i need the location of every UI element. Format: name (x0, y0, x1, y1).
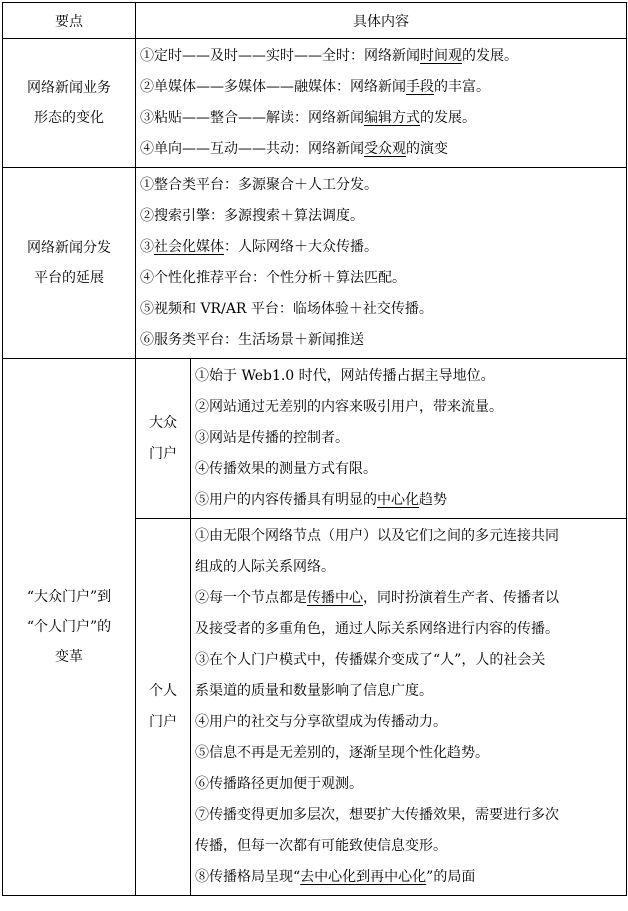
label-line: 变革 (55, 649, 83, 665)
line-text: ”的局面 (426, 869, 476, 885)
content-line (195, 454, 622, 485)
content-line (195, 485, 622, 516)
line-text: 及接受者的多重角色，通过人际关系网络进行内容的传播。 (195, 621, 559, 637)
label-line: “大众门户”到 (26, 589, 112, 605)
label-personal-portal (136, 519, 191, 896)
content-line (195, 423, 622, 454)
content-line (140, 134, 622, 165)
content-line (195, 831, 622, 862)
line-text: ，同时扮演着生产者、传播者以 (363, 590, 559, 606)
label-line: 网络新闻业务 (27, 80, 111, 96)
item-list (195, 361, 622, 516)
line-text: ⑥传播路径更加便于观测。 (195, 776, 363, 792)
line-text: ②单媒体——多媒体——融媒体：网络新闻 (140, 79, 406, 95)
row-business-form (3, 39, 627, 168)
content-line (195, 614, 622, 645)
item-list (195, 521, 622, 893)
line-text: 的丰富。 (434, 79, 490, 95)
line-text: ④单向——互动——共动：网络新闻 (140, 141, 364, 157)
label-line: “个人门户”的 (26, 619, 112, 635)
line-text: 的发展。 (420, 110, 476, 126)
content-line (195, 707, 622, 738)
content-business-form (136, 39, 627, 168)
content-line (140, 201, 622, 232)
content-line (140, 170, 622, 201)
header-row (3, 3, 627, 39)
label-distribution (3, 168, 136, 359)
line-text: ②网站通过无差别的内容来吸引用户，带来流量。 (195, 399, 503, 415)
line-text: ①定时——及时——实时——全时：网络新闻 (140, 48, 420, 64)
line-text: ②每一个节点都是 (195, 590, 307, 606)
content-line (195, 800, 622, 831)
line-text: ⑦传播变得更加多层次，想要扩大传播效果，需要进行多次 (195, 807, 559, 823)
label-line: 网络新闻分发 (27, 240, 111, 256)
header-details: 具体内容 (136, 3, 627, 39)
label-portal-change (3, 359, 136, 896)
item-list (140, 170, 622, 356)
line-text: ③在个人门户模式中，传播媒介变成了“人”，人的社会关 (195, 652, 546, 668)
content-line (195, 676, 622, 707)
line-text: ⑤用户的内容传播具有明显的 (195, 492, 377, 508)
content-mass-portal (191, 359, 627, 519)
row-mass-portal (3, 359, 627, 519)
label-line: 个人 (149, 683, 177, 699)
content-line (140, 325, 622, 356)
line-text: ⑧传播格局呈现“ (195, 869, 301, 885)
content-line (140, 294, 622, 325)
underlined-term: 手段 (406, 79, 434, 95)
content-line (140, 103, 622, 134)
underlined-term: 社会化媒体 (154, 239, 224, 255)
content-line (195, 769, 622, 800)
row-distribution (3, 168, 627, 359)
line-text: 组成的人际关系网络。 (195, 559, 335, 575)
line-text: 系渠道的质量和数量影响了信息广度。 (195, 683, 433, 699)
line-text: ①始于 Web1.0 时代，网站传播占据主导地位。 (195, 368, 495, 384)
content-line (140, 232, 622, 263)
underlined-term: 中心化 (377, 492, 419, 508)
content-line (195, 583, 622, 614)
line-text: 趋势 (419, 492, 447, 508)
content-distribution (136, 168, 627, 359)
label-line: 大众 (149, 414, 177, 431)
content-line (195, 738, 622, 769)
underlined-term: 去中心化到再中心化 (300, 869, 427, 885)
line-text: ③ (140, 239, 154, 255)
underlined-term: 受众观 (364, 141, 406, 157)
line-text: ⑤信息不再是无差别的，逐渐呈现个性化趋势。 (195, 745, 489, 761)
line-text: ④个性化推荐平台：个性分析＋算法匹配。 (140, 270, 406, 286)
header-key-points: 要点 (3, 3, 136, 39)
line-text: 的演变 (406, 141, 448, 157)
line-text: ①由无限个网络节点（用户）以及它们之间的多元连接共同 (195, 528, 559, 544)
content-personal-portal (191, 519, 627, 896)
content-line (140, 263, 622, 294)
content-line (195, 862, 622, 893)
line-text: 传播，但每一次都有可能致使信息变形。 (195, 838, 447, 854)
content-line (195, 645, 622, 676)
underlined-term: 时间观 (420, 48, 462, 64)
label-mass-portal (136, 359, 191, 519)
content-line (195, 552, 622, 583)
label-line: 形态的变化 (34, 110, 104, 126)
label-line: 门户 (149, 445, 177, 462)
content-line (195, 521, 622, 552)
label-line: 门户 (149, 714, 177, 730)
underlined-term: 编辑方式 (364, 110, 420, 126)
label-line: 平台的延展 (34, 270, 104, 286)
line-text: ④传播效果的测量方式有限。 (195, 461, 377, 477)
item-list (140, 41, 622, 165)
content-line (140, 41, 622, 72)
line-text: ①整合类平台：多源聚合＋人工分发。 (140, 177, 378, 193)
line-text: ：人际网络＋大众传播。 (224, 239, 378, 255)
line-text: ②搜索引擎：多源搜索＋算法调度。 (140, 208, 364, 224)
line-text: 的发展。 (462, 48, 518, 64)
label-business-form (3, 39, 136, 168)
line-text: ④用户的社交与分享欲望成为传播动力。 (195, 714, 447, 730)
line-text: ③粘贴——整合——解读：网络新闻 (140, 110, 364, 126)
line-text: ⑤视频和 VR/AR 平台：临场体验＋社交传播。 (140, 301, 433, 317)
content-line (140, 72, 622, 103)
underlined-term: 传播中心 (307, 590, 363, 606)
content-line (195, 392, 622, 423)
line-text: ⑥服务类平台：生活场景＋新闻推送 (140, 332, 364, 348)
content-line (195, 361, 622, 392)
content-table (2, 2, 627, 896)
line-text: ③网站是传播的控制者。 (195, 430, 349, 446)
